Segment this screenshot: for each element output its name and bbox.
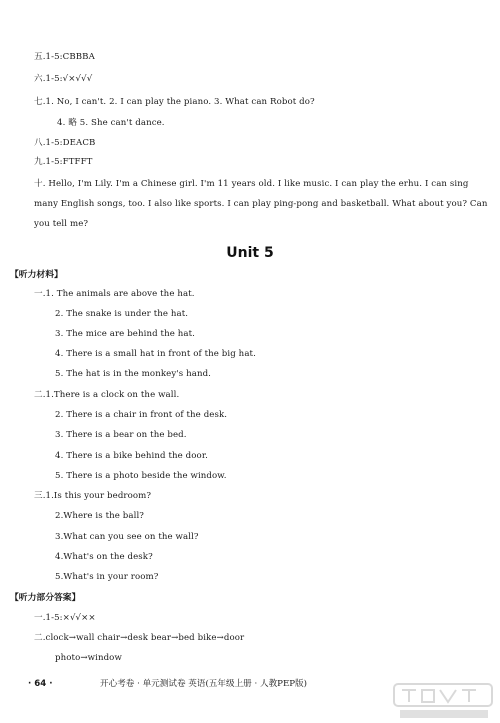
unit-title: Unit 5 [226, 245, 274, 261]
answer-q7-line1: 七.1. No, I can't. 2. I can play the piano. 3. What can Robot do? [34, 97, 315, 107]
material-part3-item: 2.Where is the ball? [55, 511, 145, 521]
material-part1-item: 3. The mice are behind the hat. [55, 329, 195, 339]
answer-q8: 八.1-5:DEACB [34, 138, 96, 148]
answer-q10-line1: 十. Hello, I'm Lily. I'm a Chinese girl. I'm 11 years old. I like music. I can play the erhu. I can sing [34, 179, 469, 189]
material-part3-item: 5.What's in your room? [55, 572, 159, 582]
listening-answer-line3: photo→window [55, 653, 122, 663]
material-part2-item: 二.1.There is a clock on the wall. [34, 390, 180, 400]
listening-answer-line2: 二.clock→wall chair→desk bear→bed bike→door [34, 633, 245, 643]
material-part2-item: 4. There is a bike behind the door. [55, 451, 208, 461]
material-part3-item: 3.What can you see on the wall? [55, 532, 199, 542]
material-part1-item: 2. The snake is under the hat. [55, 309, 189, 319]
watermark-logo-icon [392, 681, 496, 721]
book-title: 开心考卷 · 单元测试卷 英语(五年级上册 · 人教PEP版) [100, 679, 307, 689]
material-part3-item: 三.1.Is this your bedroom? [34, 491, 152, 501]
answer-q6: 六.1-5:√×√√√ [34, 74, 93, 84]
material-part2-item: 3. There is a bear on the bed. [55, 430, 187, 440]
answer-q7-line2: 4. 略 5. She can't dance. [57, 118, 165, 128]
listening-material-heading: 【听力材料】 [10, 270, 63, 280]
page-number: · 64 · [28, 679, 53, 689]
material-part2-item: 5. There is a photo beside the window. [55, 471, 227, 481]
material-part1-item: 一.1. The animals are above the hat. [34, 289, 195, 299]
listening-answers-heading: 【听力部分答案】 [10, 593, 81, 603]
material-part3-item: 4.What's on the desk? [55, 552, 153, 562]
material-part2-item: 2. There is a chair in front of the desk. [55, 410, 228, 420]
answer-q10-line3: you tell me? [34, 219, 89, 229]
listening-answer-line1: 一.1-5:×√√×× [34, 613, 96, 623]
answer-q5: 五.1-5:CBBBA [34, 52, 95, 62]
answer-q9: 九.1-5:FTFFT [34, 157, 93, 167]
material-part1-item: 5. The hat is in the monkey's hand. [55, 369, 212, 379]
answer-q10-line2: many English songs, too. I also like sports. I can play ping-pong and basketball. What about you? Can [34, 199, 488, 209]
material-part1-item: 4. There is a small hat in front of the big hat. [55, 349, 256, 359]
